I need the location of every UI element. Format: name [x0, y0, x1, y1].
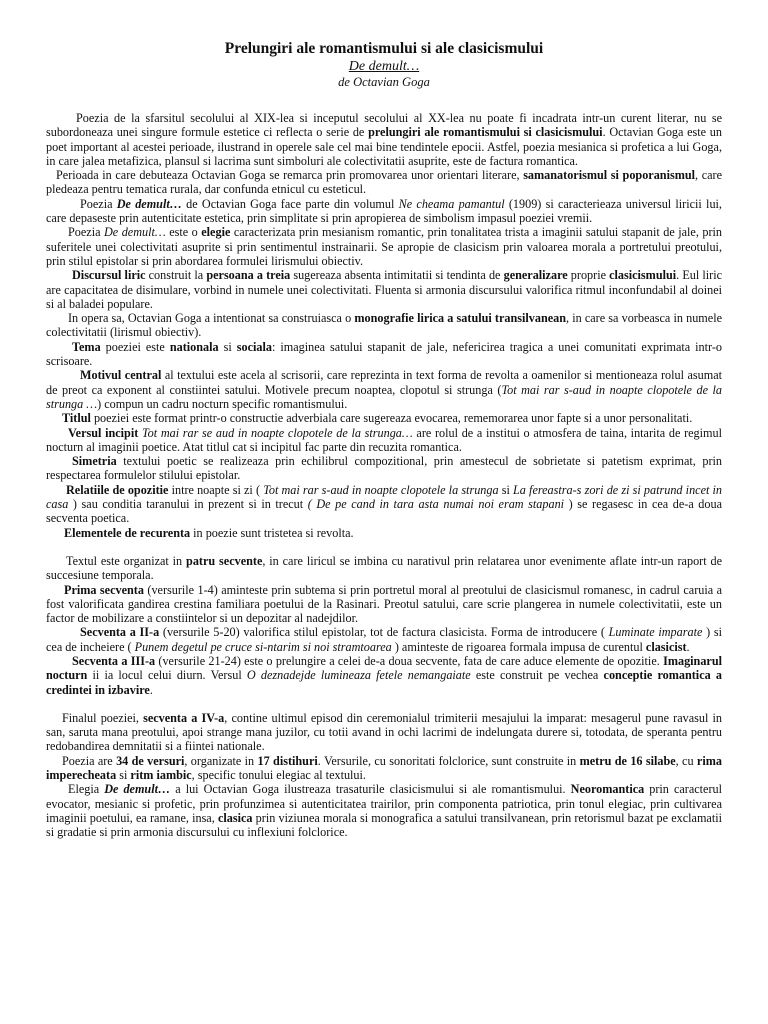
text-run: poeziei este format printr-o constructie adverbiala care sugereaza evocarea, rememorarea unor fapte si a unor personalitati.	[90, 411, 693, 426]
text-run: .	[686, 639, 690, 654]
bold-text: De demult…	[104, 782, 171, 797]
text-run: , care pledeaza pentru tematica rurala, dar confunda etnicul cu esteticul.	[46, 168, 723, 197]
text-run: si	[498, 482, 514, 497]
text-run: Elegia	[68, 782, 105, 797]
poem-title: De demult…	[348, 59, 420, 74]
text-run: . Eul liric are capacitatea de disimulare, vorbind in numele unei colectivitati. Fluenta si armonia discursului valorifica ritmul inconfundabil al doinei si al baladei populare.	[46, 268, 722, 311]
bold-text: persoana a treia	[206, 268, 291, 283]
bold-text: nationala	[169, 339, 219, 354]
text-run: Textul este organizat in	[66, 553, 187, 568]
text-run: in poezie sunt tristetea si revolta.	[190, 525, 354, 540]
italic-text: De demult…	[104, 225, 166, 240]
text-run: , in care liricul se imbina cu narativul prin relatarea unor evenimente aflate intr-un raport de succesiune temporala.	[46, 553, 722, 583]
text-run: , cu	[675, 753, 697, 768]
text-run: Finalul poeziei,	[62, 710, 144, 725]
text-run: ) se regasesc in cea de-a doua secventa poetica.	[46, 497, 722, 526]
text-run: construit la	[145, 268, 207, 283]
bold-text: Simetria	[72, 454, 117, 469]
italic-text: Tot mai rar s-aud in noapte clopotele de la strunga …	[46, 382, 722, 411]
author-line: de Octavian Goga	[338, 75, 430, 89]
paragraph	[46, 454, 722, 483]
text-run: Perioada in care debuteaza Octavian Goga se remarca prin promovarea unor orientari literare,	[56, 168, 524, 183]
text-run: sugereaza absenta intimitatii si tendinta de	[290, 268, 504, 283]
text-run: (1909) si caracterieaza universul liricii lui, care depaseste prin autenticitate estetica, prin simplitate si prin apropierea de simbolism impasul poeziei vremii.	[46, 196, 722, 226]
bold-text: Relatiile de opozitie	[66, 482, 169, 497]
text-run: , in care sa vorbeasca in numele colectivitatii (lirismul obiectiv).	[46, 311, 722, 340]
italic-text: Tot mai rar s-aud in noapte clopotele la strunga	[263, 482, 499, 497]
text-run: al textului este acela al scrisorii, care reprezinta in text forma de revolta a oamenilor si mentioneaza rolul asumat de preot ca exponent al constiintei satului. Motivele precum noaptea, clopotul si strunga (	[46, 368, 722, 397]
text-run: In opera sa, Octavian Goga a intentionat sa construiasca o	[68, 311, 355, 326]
paragraph-gap	[46, 697, 722, 711]
text-run: , organizate in	[184, 753, 258, 768]
bold-text: metru de 16 silabe	[579, 753, 676, 768]
bold-text: clasicismului	[609, 268, 677, 283]
paragraph	[46, 411, 722, 425]
text-run: proprie	[567, 268, 610, 283]
text-run: prin viziunea morala si monografica a satului transilvanean, prin retorismul bazat pe exclamatii si gradatie si prin armonia discursului cu inflexiuni folclorice.	[46, 810, 722, 840]
text-run: intre noapte si zi (	[168, 482, 264, 497]
text-run: Poezia	[68, 225, 104, 240]
paragraph-gap	[46, 540, 722, 554]
text-run: : imaginea satului stapanit de jale, nefericirea tragica a unei comunitati exprimata intr-o scrisoare.	[46, 339, 723, 369]
text-run: prin caracterul evocator, mesianic si profetic, prin profunzimea si autenticitatea trairilor, prin componenta patriotica, prin tonul elegiac, prin cultivarea imaginii poetului, ea ramane, insa,	[46, 782, 722, 825]
bold-text: Secventa a III-a	[72, 653, 156, 668]
bold-text: Versul incipit	[68, 425, 139, 440]
paragraph	[46, 583, 722, 626]
document-title: Prelungiri ale romantismului si ale clasicismului	[224, 40, 544, 57]
bold-text: generalizare	[503, 268, 568, 283]
bold-text: ritm iambic	[130, 768, 192, 783]
bold-text: conceptie romantica a credintei in izbavire	[46, 668, 722, 697]
document-body	[46, 111, 722, 840]
bold-text: samanatorismul si poporanismul	[523, 168, 696, 183]
text-run: , specific tonului elegiac al textului.	[191, 768, 366, 783]
text-run: si	[116, 768, 131, 783]
bold-text: Motivul central	[80, 368, 162, 383]
bold-text: secventa a IV-a	[143, 710, 225, 725]
text-run: ) sau conditia taranului in prezent si in trecut	[68, 497, 308, 512]
italic-text: Tot mai rar se aud in noapte clopotele de la strunga…	[141, 425, 413, 440]
paragraph	[46, 526, 722, 540]
bold-text: Imaginarul nocturn	[46, 653, 722, 683]
text-run: , contine ultimul episod din ceremonialul trimiterii mesajului la imparat: mesagerul pune ravasul in san, saruta mana preotului, apoi strange mana juzilor, cu totii avand in ochi lacrimi de indelungata durere si, totodata, de speranta pentru redobandirea demnitatii si a fiintei nationale.	[46, 710, 722, 754]
bold-text: patru secvente	[186, 553, 263, 568]
text-run: ) compun un cadru nocturn specific romantismului.	[97, 396, 348, 411]
bold-text: 17 distihuri	[257, 753, 318, 768]
paragraph	[46, 654, 722, 697]
text-run: (versurile 21-24) este o prelungire a celei de-a doua secvente, fata de care aduce elemente de opozitie.	[155, 653, 664, 668]
bold-text: Tema	[72, 339, 101, 354]
paragraph	[46, 754, 722, 783]
bold-text: elegie	[201, 225, 231, 240]
text-run: de Octavian Goga face parte din volumul	[181, 196, 399, 211]
bold-text: Neoromantica	[570, 782, 645, 797]
bold-text: Elementele de recurenta	[64, 525, 191, 540]
paragraph	[46, 197, 722, 226]
text-run: a lui Octavian Goga ilustreaza trasaturile clasicismului si ale romantismului.	[170, 782, 571, 797]
paragraph	[46, 268, 722, 311]
text-run: are rolul de a institui o atmosfera de taina, intarita de regimul nocturn al imaginii poetice. Atat titlul cat si incipitul fac parte din recuzita romantica.	[46, 425, 722, 454]
paragraph	[46, 782, 722, 839]
text-run: Poezia de la sfarsitul secolului al XIX-lea si inceputul secolului al XX-lea nu poate fi incadrata intr-un curent literar, nu se subordoneaza unei singure formule estetice ci reflecta o serie de	[46, 111, 722, 140]
bold-text: clasica	[217, 810, 253, 825]
text-run: (versurile 1-4) aminteste prin subtema si prin portretul moral al preotului de clasicismul romanesc, in cadrul caruia a fost valorificata gandirea crestina familiara poetului de la Rasinari. Preotul satului, care scrie plangerea in numele colectivitatii, este un factor de mobilizare a constiintelor si un depozitar al nadejdilor.	[46, 582, 723, 626]
text-run: ii ia locul celui diurn. Versul	[87, 668, 247, 683]
text-run: caracterizata prin mesianism romantic, prin tonalitatea trista a imaginii satului stapanit de jale, prin suferitele unei colectivitati asuprite si prin sentimentul instrainarii. Se apropie de clasicism prin valoarea morala a portretului preotului, prin stilul epistolar si prin abordarea formulei lirismului obiectiv.	[46, 225, 722, 268]
text-run: ) aminteste de rigoarea formala impusa de curentul	[391, 639, 646, 654]
text-run: Poezia are	[62, 753, 117, 768]
bold-text: Secventa a II-a	[80, 625, 160, 640]
text-run: textului poetic se realizeaza prin echilibrul compozitional, prin amestecul de sobrietate si patetism exprimat, prin respectarea formulelor stilului epistolar.	[46, 454, 722, 483]
paragraph	[46, 625, 722, 654]
paragraph	[46, 340, 722, 369]
italic-text: ( De pe cand in tara asta numai noi eram stapani	[307, 497, 565, 512]
bold-text: prelungiri ale romantismului si clasicismului	[368, 125, 603, 140]
bold-text: Prima secventa	[64, 582, 144, 597]
italic-text: La fereastra-s zori de zi si patrund incet in casa	[46, 482, 722, 512]
bold-text: sociala	[236, 339, 272, 354]
italic-text: O deznadejde lumineaza fetele nemangaiate	[246, 668, 471, 683]
text-run: ) si cea de incheiere (	[46, 625, 722, 654]
text-run: este construit pe vechea	[470, 668, 604, 683]
bold-text: monografie lirica a satului transilvanean	[354, 311, 567, 326]
paragraph	[46, 711, 722, 754]
paragraph	[46, 311, 722, 340]
bold-text: De demult…	[116, 196, 182, 211]
bold-text: rima imperecheata	[46, 753, 722, 783]
italic-text: Punem degetul pe cruce si-ntarim si noi stramtoarea	[134, 639, 392, 654]
italic-text: Ne cheama pamantul	[398, 196, 505, 211]
paragraph	[46, 554, 722, 583]
bold-text: Discursul liric	[72, 268, 146, 283]
text-run: .	[149, 682, 153, 697]
paragraph	[46, 111, 722, 168]
paragraph	[46, 483, 722, 526]
paragraph	[46, 426, 722, 455]
document-header	[46, 40, 722, 90]
text-run: poeziei este	[100, 339, 170, 354]
bold-text: 34 de versuri	[116, 753, 185, 768]
text-run: (versurile 5-20) valorifica stilul epistolar, tot de factura clasicista. Forma de introducere (	[159, 625, 609, 640]
text-run: . Versurile, cu sonoritati folclorice, sunt construite in	[317, 753, 580, 768]
bold-text: Titlul	[62, 411, 91, 426]
paragraph	[46, 225, 722, 268]
paragraph	[46, 368, 722, 411]
italic-text: Luminate imparate	[608, 625, 703, 640]
text-run: si	[218, 339, 237, 354]
paragraph	[46, 168, 722, 197]
text-run: Poezia	[80, 196, 117, 211]
text-run: este o	[165, 225, 202, 240]
text-run: . Octavian Goga este un poet important al acestei perioade, ilustrand in operele sale cel mai bine tendintele epocii. Astfel, poezia mesianica si profetica a lui Goga, in care jalea metafizica, plansul si lacrima sunt simboluri ale colectivitatii asuprite, este de factura romantica.	[46, 125, 722, 168]
bold-text: clasicist	[645, 639, 687, 654]
